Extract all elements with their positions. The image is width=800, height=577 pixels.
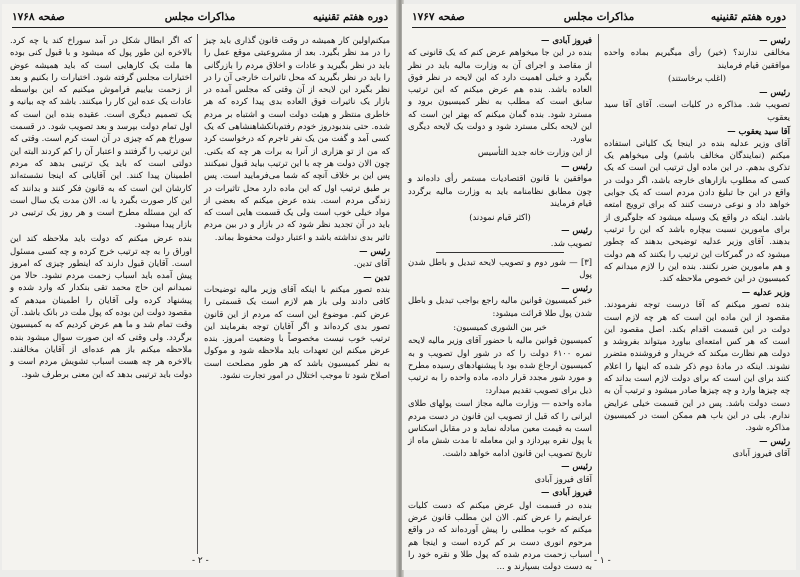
left-term-label: دوره هفتم تقنینیه (312, 11, 388, 23)
paragraph (408, 334, 592, 395)
speaker-name: رئیس — (759, 35, 790, 45)
section-rule (436, 252, 564, 253)
paragraph (408, 160, 592, 209)
paragraph (604, 86, 790, 123)
speaker-name: تدین — (363, 271, 390, 282)
paragraph-text: از این وزارت خانه جدید التأسیس (477, 147, 592, 158)
right-page-number: صفحه ۱۷۶۷ (412, 11, 465, 23)
paragraph-text: که اگر ابطال شکل در آمد سوراخ کند یا چه کرد. بالاخره این طور پول که میشود و با قبول کنی بوده ها ملت یک کارهایی است که باید همیشه عوض اختیارات مجلس گرفته شود. اختیارات را بکنیم و بعد از زحمت بیاییم فراموش میکنیم که این بواسطه عادات یک عده این کار را میکنند. باشد که چه بیانیه و یک تصمیم دیگری است. عقیده بنده این است که اول تمام دولت بپرسد و بعد تصویب شود. در قسمت سوراخ هم که چیزی در آن است کرم است. وقتی که این ترتیب را گرفتند و اعتبار آن را کم کردند البته این دولتی است که باید یک ترتیبی بدهد که مردم اطمینان پیدا کنند. این آقایانی که اینجا نشسته‌اند کارشان این است که به قانون فکر کنند و بدانند که این کار صورت بگیرد یا نه. الان مدت یک سال است که این مسئله مطرح است و هر روز یک ترتیبی در بازار پیدا میشود. (10, 35, 192, 230)
right-page-left-column (408, 34, 592, 572)
left-session-label: مذاکرات مجلس (164, 11, 236, 23)
paragraph (408, 321, 592, 333)
paragraph-text: آقای فیروز آبادی (534, 473, 592, 484)
left-page-number: صفحه ۱۷۶۸ (12, 11, 65, 23)
paragraph (204, 34, 390, 243)
left-running-head (12, 10, 388, 28)
paragraph-text: تصویب شد. مذاکره در کلیات است. آقای آقا سید یعقوب (604, 99, 790, 122)
speaker-name: فیروز آبادی — (541, 35, 592, 45)
paragraph-text: آقای وزیر عدلیه بنده در اینجا یک کلیاتی استفاده میکنم (نمایندگان مخالف باشم) ولی میخواهم یک تذکری بدهم. در این ماده اول ترتیب این است که یک کسی که مطلوب بازارهای خارجه باشد، اگر دولت در واقع در این جا تبلیغ دادن مردم است که یک جوابی خواهد داد و نوعی درست کنند که برای ترویج امتعه باشد. اینکه در واقع یک وسیله میشود که جلوگیری از برای مامورین نسبت بیچاره باشد که این را ترتیب بدهند. آقای وزیر عدلیه توضیحی بدهند که چطور میشود که در گمرکات این ترتیب را بکنند که هم دولت و هم مامورین ضرر نکنند. بنده این را لازم میدانم که کمیسیون در این خصوص ملاحظه کند. (604, 137, 790, 284)
speaker-name: وزیر عدلیه — (741, 286, 790, 297)
paragraph (604, 125, 790, 285)
speaker-name: رئیس — (561, 225, 592, 236)
paragraph-text: کمیسیون قوانین مالیه با حضور آقای وزیر مالیه لایحه نمره ۶۱۰۰ دولت را که در شور اول تصویب و به کمیسیون ارجاع شده بود با پیشنهادهای رسیده مطرح و مورد شور مجدد قرار داده، ماده واحده را به ترتیب ذیل برای تصویب تقدیم میدارد: (408, 335, 592, 395)
speaker-name: رئیس — (759, 436, 790, 446)
left-page-left-column (10, 34, 192, 554)
paragraph-text: [۳] — شور دوم و تصویب لایحه تبدیل و باطل شدن پول (408, 257, 592, 280)
right-term-label: دوره هفتم تقنینیه (710, 11, 786, 23)
speaker-name: رئیس — (561, 461, 592, 472)
paragraph (10, 34, 192, 231)
paragraph (408, 397, 592, 458)
speaker-name: فیروز آبادی — (541, 487, 592, 498)
paragraph-text: میکنم‌اولین کار همیشه در وقت قانون گذاری باید چیز را در مد نظر بگیرد. بعد از مشروعیتی موقع عمل را باید در نظر بگیرید و عادات و اخلاق مردم را بازرگانی را باید در نظر بگیرید که محل تاثیرات خارجی آن را در نظر بگیرد این لایحه از آن وقتی که مجلس آمده در بازار یک ناثیرات فوق العاده بدی پیدا کرده که هر خاطری منتظر و هیئت دولت است و اشتباه بر مردم شده. حتی بندبودروز خودم رفتم‌بانکشاهنشاهی که یک کسی آمد و گفت من یک نفر تاجرم که درخواست کرد که من از تو هزاری از آنرا به برات هر چه که بکنی. چون الان دولت هر چه با این ترتیب بیاید قبول نمیکنند پس این بر خلاف آنچه که شما می‌فرمایید است. پس بر طبق ترتیب اول که این ماده دارد محل تاثیرات در زندگی مردم است. بنده عرض میکنم که بعضی از مواد خیلی خوب است ولی یک قسمت هایی است که باید در آن تجدید نظر شود که در بازار و در بین مردم تاثیر بدی نداشته باشد و اعتبار دولت محفوظ بماند. (204, 35, 390, 242)
paragraph (604, 286, 790, 434)
paragraph-text: موافقین با قانون اقتصادیات مستمر رأی داده‌اند و چون مطابق نظامنامه باید به وزارت مالیه برگردد قیام فرمایند (408, 173, 592, 208)
paragraph (408, 224, 592, 249)
paragraph-text: بنده تصور میکنم با اینکه آقای وزیر مالیه توضیحات کافی دادند ولی باز هم لازم است یک قسمتی را عرض کنم. موضوع این است که مردم از این قانون تصور بدی کرده‌اند و اگر آقایان توجه بفرمایند این ترتیب خوب نیست مخصوصاً با وضعیت امروز. بنده عرض میکنم این تعهدات باید ملاحظه شود و موکول به نظر کمیسیون باشد که هر طور مصلحت است اصلاح شود تا موجب اختلال در امور تجارت نشود. (204, 283, 390, 381)
paragraph (408, 146, 592, 158)
paragraph (408, 282, 592, 319)
paragraph-text: خبر کمیسیون قوانین مالیه راجع بواجب تبدیل و باطل شدن پول طلا قرائت میشود: (408, 295, 592, 318)
paragraph-text: بنده در این جا میخواهم عرض کنم که یک قانونی که از مقاصد و اجرای آن به وزارت مالیه باید در نظر بگیرد و خیلی اهمیت دارد که این لایحه در نظر فوق العاده باشد. بنده هم عرض میکنم که این ترتیب سابق است که مطلب به نظر کمیسیون برود و مسترد شود. بنده گمان میکنم که بهتر این است که این لایحه بکلی مسترد شود و دولت یک لایحه دیگری بیاورد. (408, 47, 592, 144)
speaker-name: رئیس — (561, 283, 592, 294)
left-page-right-column (204, 34, 390, 554)
right-page (402, 4, 796, 570)
paragraph (408, 256, 592, 281)
speaker-name: رئیس — (359, 245, 390, 256)
speaker-name: آقا سید یعقوب — (727, 125, 790, 136)
paragraph (408, 34, 592, 145)
speaker-name: رئیس — (561, 160, 592, 171)
paragraph-text: مخالفی ندارند؟ (خیر) رأی میگیریم بماده واحده موافقین قیام فرمایند (604, 47, 790, 70)
paragraph (10, 232, 192, 380)
right-page-right-column (604, 34, 790, 554)
paragraph-text: خبر بین الشوری کمیسیون: (453, 321, 547, 332)
column-divider (598, 34, 599, 554)
paragraph (408, 460, 592, 485)
column-divider (197, 34, 198, 554)
paragraph (604, 72, 790, 84)
paragraph (204, 271, 390, 382)
paragraph-text: آقای فیروز آبادی (732, 448, 790, 459)
paragraph-text: بنده تصور میکنم که آقا درست توجه نفرمودند. مقصود از این ماده این است که هر چه لازم است دولت در این قسمت اقدام بکند. اصل مقصود این است که هر کس امتعه‌ای بیاورد میتواند بفروشد و دولت هم نظارت میکند که خریدار و فروشنده متضرر نشوند. اینکه در مادۀ دوم ذکر شده که اینها را اعلام کنند برای این است که برای دولت لازم است بداند که چه چیزها وارد و چه چیزها صادر میشود و ترتیب آن به دست دولت باشد. پس در این قسمت خیلی عرایض ندارم. بلی در این باب هم ممکن است در کمیسیون مذاکره شود. (604, 299, 790, 433)
right-session-label: مذاکرات مجلس (563, 11, 635, 23)
paragraph-text: (اکثر قیام نمودند) (469, 211, 531, 222)
paragraph (204, 245, 390, 270)
paragraph-text: بنده در قسمت اول عرض میکنم که دست کلیات عرایضم را عرض کنم. الان این مطلب قانون عرض میکنم که خوب مطلبی را پیش آورده‌اند که در واقع مرحوم انوری دست بر کم کرده است و اینجا هم اسباب زحمت مردم شده که پول طلا و نقره خود را به دست دولت بسپارند و ... (408, 499, 592, 572)
paragraph-text: آقای تدین. (353, 257, 390, 268)
paragraph (408, 211, 592, 223)
paragraph-text: تصویب شد. (550, 237, 592, 248)
right-running-head (412, 10, 786, 28)
speaker-name: رئیس — (759, 87, 790, 98)
paragraph-text: (اغلب برخاستند) (667, 73, 727, 84)
paragraph (408, 486, 592, 572)
paragraph (604, 435, 790, 460)
left-folio: - ۲ - (192, 556, 209, 566)
left-page (2, 4, 398, 570)
right-folio: - ۱ - (594, 556, 611, 566)
paragraph (604, 34, 790, 71)
paragraph-text: ماده واحده — وزارت مالیه مجاز است پولهای طلای ایرانی را که قبل از تصویب این قانون در دست مردم است به قیمت معین مبادله نماید و در مقابل اسکناس یا پول نقره بپردازد و این معامله تا مدت شش ماه از تاریخ تصویب این قانون ادامه خواهد داشت. (408, 398, 592, 458)
paragraph-text: بنده عرض میکنم که دولت باید ملاحظه کند این اوراق را به چه ترتیب خرج کرده و چه کسی مسئول است. آقایان قبول دارند که اینطور چیزی که امروز پیش آمده باید اسباب زحمت مردم نشود. حالا من نمیدانم این حاج محمد تقی بنکدار که وارد شده و پیشنهاد کرده ولی آقایان را اطمینان میدهم که مقصود دولت این بوده که پول ملت در بانک باشد. آن وقت تمام شد و ما هم عرض کردیم که به کمیسیون برگردد. ولی وقتی که این صورت سوال میشود بنده ملاحظه میکنم باز هم عده‌ای از آقایان مخالفند. بالاخره هر چه هست اسباب تشویش مردم است و دولت باید ترتیبی بدهد که این معنی برطرف شود. (10, 233, 192, 379)
